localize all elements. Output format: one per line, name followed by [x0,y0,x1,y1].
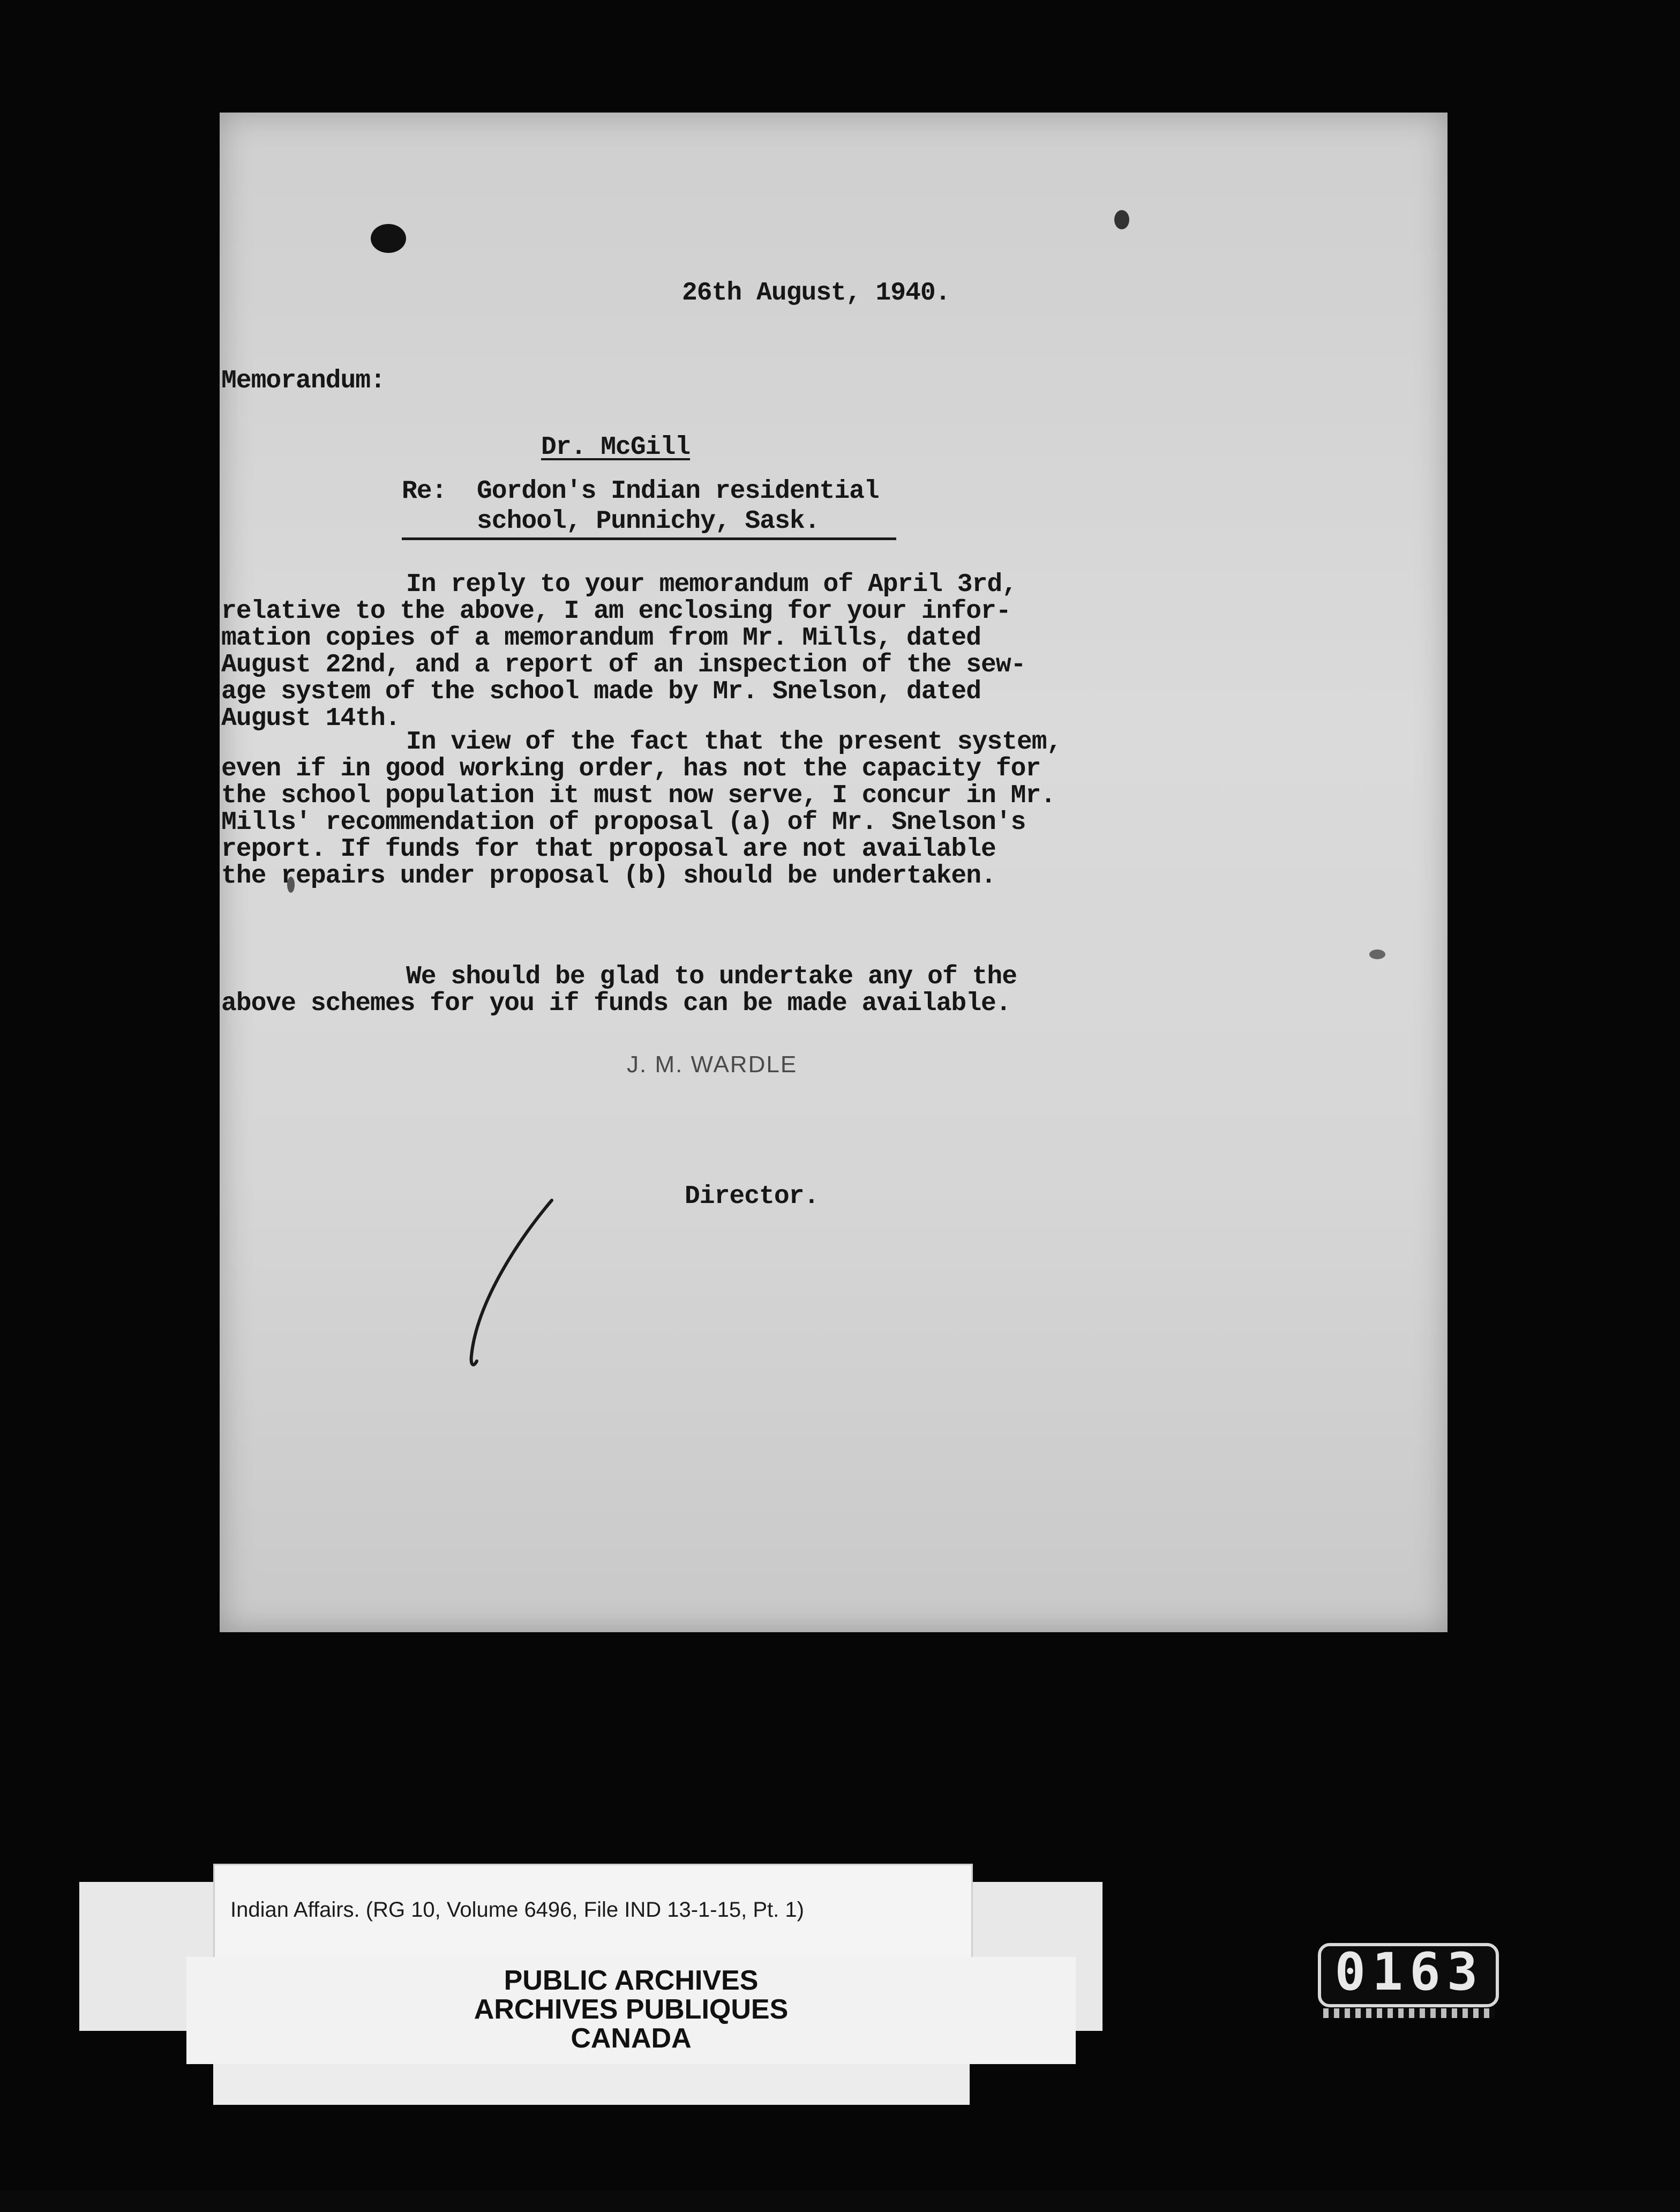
film-edge [0,2191,1680,2212]
paragraph-line: relative to the above, I am enclosing for your infor- [221,597,1011,626]
frame-number: 0163 [1334,1942,1484,2002]
signature-title: Director. [685,1182,819,1211]
punch-hole-right [1114,210,1129,229]
archive-country: CANADA [571,2023,692,2054]
paragraph-line: the repairs under proposal (b) should be undertaken. [221,862,996,891]
archive-reference: Indian Affairs. (RG 10, Volume 6496, File IND 13-1-15, Pt. 1) [230,1898,804,1922]
paper-mark-right [1369,950,1385,959]
paragraph-line: above schemes for you if funds can be made available. [221,989,1011,1018]
addressee: Dr. McGill [541,433,691,462]
name-stamp: J. M. WARDLE [627,1051,798,1078]
pen-stroke [455,1195,562,1372]
film-sprocket-strip [1323,2008,1495,2018]
punch-hole-left [371,224,406,253]
paragraph-line: even if in good working order, has not the capacity for [221,754,1041,783]
paragraph-line: age system of the school made by Mr. Snelson, dated [221,677,981,706]
paragraph-line: Mills' recommendation of proposal (a) of Mr. Snelson's [221,808,1026,837]
paragraph-1 [221,571,1025,732]
paragraph-2 [221,729,1061,890]
paragraph-line: In reply to your memorandum of April 3rd, [406,570,1017,599]
subject-line-2: school, Punnichy, Sask. [477,507,820,536]
letter-date: 26th August, 1940. [682,279,950,308]
archive-name-en: PUBLIC ARCHIVES [504,1965,759,1996]
paragraph-line: report. If funds for that proposal are not available [221,835,996,864]
paragraph-line: mation copies of a memorandum from Mr. Mills, dated [221,624,981,653]
paragraph-line: We should be glad to undertake any of the [406,962,1017,991]
paragraph-line: August 22nd, and a report of an inspection of the sew- [221,651,1026,679]
paragraph-line: In view of the fact that the present system, [406,728,1062,757]
subject-label: Re: [402,477,447,506]
memo-heading: Memorandum: [221,367,385,395]
subject-underline [402,537,896,540]
archive-label-tail [213,2064,970,2105]
paragraph-3 [221,963,1017,1017]
subject-line-1: Gordon's Indian residential [477,477,879,506]
paragraph-line: August 14th. [221,704,400,733]
paragraph-line: the school population it must now serve, I concur in Mr. [221,781,1056,810]
archive-name-fr: ARCHIVES PUBLIQUES [474,1994,789,2025]
